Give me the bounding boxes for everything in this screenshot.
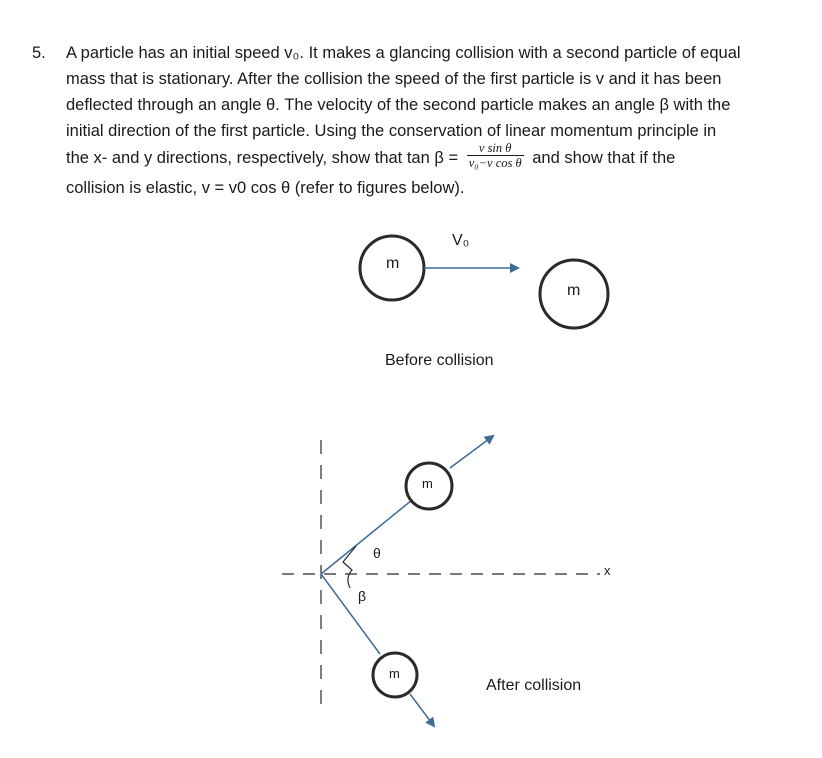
- problem-line-1: A particle has an initial speed v₀. It makes a glancing collision with a second particle of equal: [66, 44, 741, 62]
- fraction-denominator: v₀−v cos θ: [468, 156, 522, 170]
- angle-arcs: [343, 546, 356, 588]
- problem-line-3: deflected through an angle θ. The velocity of the second particle makes an angle β with the: [66, 96, 731, 114]
- mass-label-before-1: m: [386, 255, 400, 272]
- problem-line-4: initial direction of the first particle. Using the conservation of linear momentum principle in: [66, 122, 717, 140]
- velocity-1-after-arrow: [450, 436, 493, 468]
- fraction-numerator: v sin θ: [467, 141, 524, 156]
- x-axis-label: x: [604, 563, 611, 578]
- path-1-after: [321, 500, 412, 574]
- mass-label-before-2: m: [567, 282, 581, 299]
- path-2-after: [321, 574, 380, 654]
- tan-beta-suffix: and show that if the: [532, 148, 676, 167]
- problem-number: 5.: [32, 44, 46, 62]
- after-caption: After collision: [486, 677, 582, 694]
- mass-label-after-top: m: [422, 476, 433, 491]
- mass-label-after-bottom: m: [389, 666, 400, 681]
- tan-beta-prefix: the x- and y directions, respectively, show that tan β =: [66, 148, 459, 167]
- before-caption: Before collision: [385, 352, 494, 369]
- beta-label: β: [358, 588, 367, 604]
- problem-line-6: collision is elastic, v = v0 cos θ (refer to figures below).: [66, 179, 465, 197]
- velocity-label: V₀: [452, 232, 470, 249]
- theta-label: θ: [373, 545, 381, 561]
- velocity-2-after-arrow: [410, 694, 434, 726]
- problem-line-2: mass that is stationary. After the collision the speed of the first particle is v and it has been: [66, 70, 722, 88]
